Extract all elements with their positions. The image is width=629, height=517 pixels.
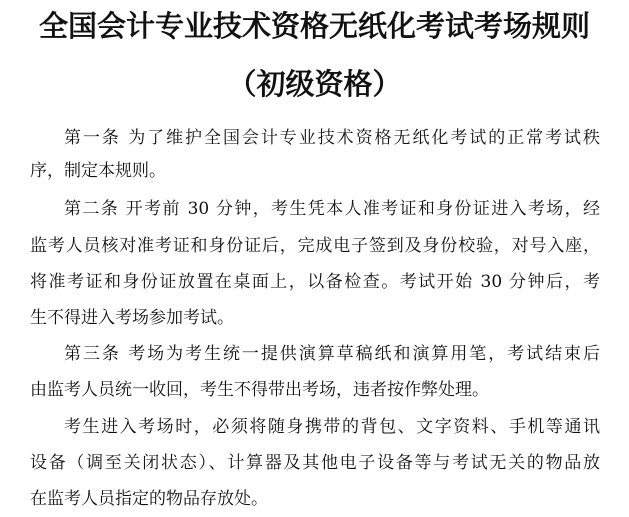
paragraph-2-line-4: 生不得进入考场参加考试。	[30, 308, 234, 328]
document-subtitle: （初级资格）	[227, 67, 402, 101]
paragraph-4-line-2: 设备（调至关闭状态）、计算器及其他电子设备等与考试无关的物品放	[30, 453, 600, 473]
paragraph-4-line-3: 在监考人员指定的物品存放处。	[30, 489, 268, 509]
paragraph-2-line-2: 监考人员核对准考证和身份证后，完成电子签到及身份校验，对号入座，	[30, 236, 600, 256]
paragraph-4-line-1: 考生进入考场时，必须将随身携带的背包、文字资料、手机等通讯	[64, 417, 600, 437]
document-title: 全国会计专业技术资格无纸化考试考场规则	[38, 9, 590, 43]
paragraph-1-line-2: 序，制定本规则。	[30, 161, 166, 181]
paragraph-2-line-3: 将准考证和身份证放置在桌面上，以备检查。考试开始 30 分钟后，考	[30, 272, 600, 292]
paragraph-1-line-1: 第一条 为了维护全国会计专业技术资格无纸化考试的正常考试秩	[64, 128, 600, 148]
paragraph-3-line-2: 由监考人员统一收回，考生不得带出考场，违者按作弊处理。	[30, 380, 489, 400]
paragraph-2-line-1: 第二条 开考前 30 分钟，考生凭本人准考证和身份证进入考场，经	[64, 199, 600, 219]
paragraph-3-line-1: 第三条 考场为考生统一提供演算草稿纸和演算用笔，考试结束后	[64, 344, 600, 364]
